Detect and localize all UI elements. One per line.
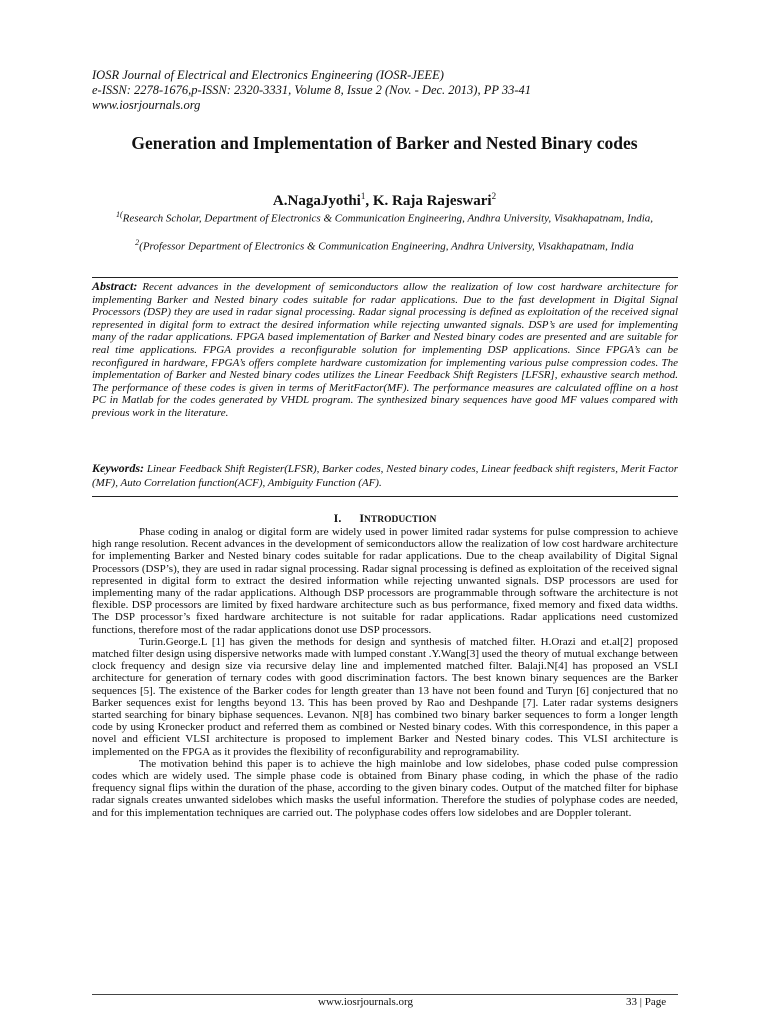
affiliation-1-sup: 1( <box>115 210 123 219</box>
abstract <box>92 280 678 420</box>
affiliation-2-text: (Professor Department of Electronics & Communication Engineering, Andhra University, Visakhapatnam, India <box>139 240 634 253</box>
abstract-text: Recent advances in the development of semiconductors allow the realization of low cost hardware architecture for implementing Barker and Nested binary codes suitable for radar applications. Due to the fast development in Digital Signal Processors (DSP) they are used in radar signal processing. Radar signal processing is defined as exploitation of the received signal represented in digital form to extract the desired information while rejecting unwanted signals. DSP’s are used for implementing many of the radar applications. FPGA based implementation of Barker and Nested binary codes are presented and are suitable for real time applications. FPGA provides a reconfigurable solution for implementing DSP applications. Since FPGA’s can be reconfigured in hardware, FPGA’s offers complete hardware customization for implementing various pulse compression codes. The implementation of Barker and Nested binary codes utilizes the Linear Feedback Shift Registers [LFSR], exhaustive search method. The performance of these codes is given in terms of MeritFactor(MF). The performance measures are calculated offline on a host PC in Matlab for the codes generated by VHDL program. The synthesized binary sequences have good MF values compared with previous work in the literature. <box>92 281 679 419</box>
introduction-body <box>92 526 678 819</box>
journal-header <box>92 68 692 113</box>
journal-website[interactable]: www.iosrjournals.org <box>92 98 201 112</box>
author-1: A.NagaJyothi <box>272 193 361 209</box>
author-separator: , <box>365 193 373 209</box>
keywords <box>92 462 678 490</box>
journal-name: IOSR Journal of Electrical and Electronics Engineering (IOSR-JEEE) <box>92 68 444 82</box>
author-2-sup: 2 <box>491 191 497 201</box>
section-title-initial: I <box>359 511 365 525</box>
affiliation-2-sup: 2 <box>135 238 140 247</box>
abstract-bottom-rule <box>92 496 678 497</box>
footer-url[interactable]: www.iosrjournals.org <box>318 996 414 1008</box>
affiliation-2 <box>92 236 677 254</box>
paper-title: Generation and Implementation of Barker and Nested Binary codes <box>131 133 638 153</box>
journal-issn: e-ISSN: 2278-1676,p-ISSN: 2320-3331, Volume 8, Issue 2 (Nov. - Dec. 2013), PP 33-41 <box>92 83 532 97</box>
footer-page-number: 33 | Page <box>626 996 667 1008</box>
author-1-sup: 1 <box>360 191 366 201</box>
author-2: K. Raja Rajeswari <box>372 193 492 209</box>
affiliation-1 <box>92 208 677 226</box>
footer-rule <box>92 994 678 995</box>
keywords-label: Keywords: <box>92 461 144 475</box>
paragraph-1: Phase coding in analog or digital form are widely used in power limited radar systems for pulse compression to achieve high range resolution. Recent advances in the development of semiconductors allow the realization of low cost hardware architecture for implementing Barker and Nested binary codes suitable for radar applications. Due to the cheap availability of Digital Signal Processors (DSP’s), they are used in radar signal processing. Radar signal processing is defined as exploitation of the received signal represented in digital form to extract the desired information while rejecting unwanted signals. DSP processors are used for implementing many of the radar applications. Although DSP processors are programmable through software the architecture is not flexible. DSP processors are limited by fixed hardware architecture such as bus performance, fixed memory and fixed data widths. The DSP processor’s fixed hardware architecture is not suitable for radar applications. Radar applications need customized functions, therefore most of the radar applications donot use DSP processors. <box>92 526 678 636</box>
section-number: I. <box>333 511 342 525</box>
paragraph-3: The motivation behind this paper is to achieve the high mainlobe and low sidelobes, phase coded pulse compression codes which are widely used. The simple phase code is obtained from Binary phase coding, in which the phase of the radio frequency signal flips within the duration of the phase, according to the given binary codes. Output of the matched filter for biphase radar signals creates unwanted sidelobes which masks the useful information. Therefore the studies of polyphase codes are needed, and for this implementation techniques are carried out. The polyphase codes offers low sidelobes and are Doppler tolerant. <box>92 757 678 819</box>
abstract-label: Abstract: <box>92 279 138 293</box>
section-heading-introduction <box>92 511 678 526</box>
abstract-top-rule <box>92 277 678 278</box>
keywords-text: Linear Feedback Shift Register(LFSR), Barker codes, Nested binary codes, Linear feedback shift registers, Merit Factor (MF), Auto Correlation function(ACF), Ambiguity Function (AF). <box>92 463 678 489</box>
paragraph-2: Turin.George.L [1] has given the methods for design and synthesis of matched filter. H.Orazi and et.al[2] proposed matched filter design using dispersive networks made with lumped constant .Y.Wang[3] used the theory of mutual exchange between clock frequency and design size via recursive delay line and implemented matched filter. Balaji.N[4] has proposed an VSLI architecture for generation of ternary codes with good discrimination factors. The best known binary sequences are the Barker sequences [5]. The existence of the Barker codes for length greater than 13 have not been found and Turyn [6] conjectured that no Barker sequences exist for lengths beyond 13. This has been proved by Rao and Deshpande [7]. Later radar systems designers started searching for binary biphase sequences. Levanon. N[8] has combined two binary barker sequences to form a longer length code by using Kronecker product and referred them as combined or Nested binary codes. With this correspondence, in this paper a novel and efficient VLSI architecture is proposed to implement Barker and Nested binary codes. This VLSI architecture is implemented on the FPGA as it provides the flexibility of reconfigurability and reprogramability. <box>92 635 678 758</box>
section-title-rest: NTRODUCTION <box>364 515 437 525</box>
affiliation-1-text: Research Scholar, Department of Electronics & Communication Engineering, Andhra University, Visakhapatnam, India, <box>122 212 654 225</box>
